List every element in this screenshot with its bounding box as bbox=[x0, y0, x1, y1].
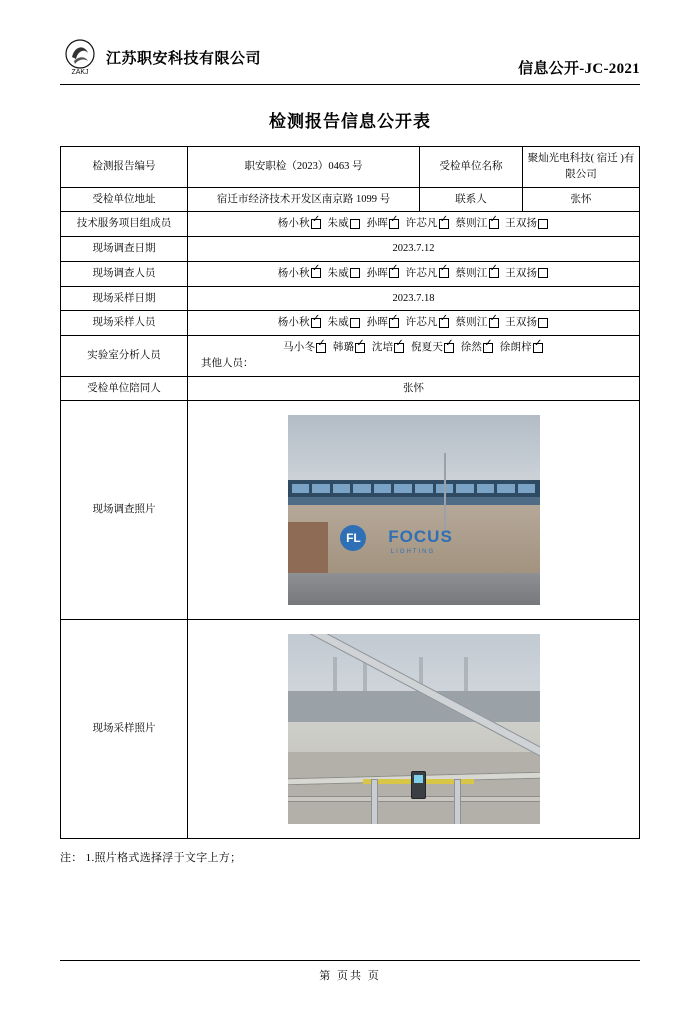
table-row bbox=[61, 336, 640, 377]
member-entry bbox=[505, 268, 549, 279]
member-checkbox[interactable] bbox=[444, 343, 454, 353]
member-checkbox[interactable] bbox=[350, 268, 360, 278]
svg-text:ZAKJ: ZAKJ bbox=[71, 69, 89, 76]
footnote: 注： 1.照片格式选择浮于文字上方； bbox=[60, 852, 242, 865]
page-number: 第 页共 页 bbox=[319, 970, 381, 982]
member-checkbox[interactable] bbox=[389, 219, 399, 229]
member-entry bbox=[328, 268, 361, 279]
sampling-people-label: 现场采样人员 bbox=[61, 311, 188, 336]
table-row bbox=[61, 212, 640, 237]
page-header bbox=[60, 28, 640, 86]
survey-photo-cell bbox=[188, 401, 640, 620]
survey-people-label: 现场调查人员 bbox=[61, 261, 188, 286]
document-page bbox=[0, 28, 700, 1017]
contact-label: 联系人 bbox=[420, 187, 523, 212]
table-row bbox=[61, 237, 640, 262]
member-checkbox[interactable] bbox=[538, 268, 548, 278]
table-row bbox=[61, 187, 640, 212]
contact-value: 张怀 bbox=[523, 187, 640, 212]
member-entry bbox=[278, 317, 322, 328]
member-name: 王双扬 bbox=[505, 218, 538, 230]
survey-photo-image bbox=[288, 415, 540, 605]
member-name: 徐朗梓 bbox=[499, 342, 532, 353]
member-entry bbox=[328, 218, 361, 229]
member-name: 沈培 bbox=[371, 342, 394, 353]
member-name: 朱威 bbox=[327, 218, 349, 230]
member-entry bbox=[461, 342, 494, 353]
member-name: 徐然 bbox=[460, 342, 483, 353]
member-checkbox[interactable] bbox=[439, 268, 449, 278]
member-entry bbox=[283, 342, 327, 353]
member-entry bbox=[455, 317, 499, 328]
report-no-label: 检测报告编号 bbox=[61, 147, 188, 188]
member-entry bbox=[367, 317, 400, 328]
member-name: 王双扬 bbox=[505, 267, 538, 279]
survey-date-label: 现场调查日期 bbox=[61, 237, 188, 262]
company-name: 江苏职安科技有限公司 bbox=[106, 50, 262, 67]
member-entry bbox=[367, 218, 400, 229]
member-checkbox[interactable] bbox=[394, 343, 404, 353]
company-logo bbox=[60, 37, 261, 77]
sampling-date-label: 现场采样日期 bbox=[61, 286, 188, 311]
sampling-photo-label: 现场采样照片 bbox=[61, 620, 188, 839]
member-name: 蔡则江 bbox=[455, 317, 488, 329]
member-checkbox[interactable] bbox=[316, 343, 326, 353]
member-checkbox[interactable] bbox=[439, 318, 449, 328]
member-checkbox[interactable] bbox=[350, 318, 360, 328]
member-name: 朱威 bbox=[327, 267, 349, 279]
sampling-photo-cell bbox=[188, 620, 640, 839]
table-row bbox=[61, 401, 640, 620]
team-label: 技术服务项目组成员 bbox=[61, 212, 188, 237]
lab-analysts-other: 其他人员： bbox=[201, 357, 254, 369]
member-name: 杨小秋 bbox=[277, 317, 310, 329]
table-row bbox=[61, 620, 640, 839]
member-name: 韩璐 bbox=[332, 342, 355, 353]
lab-analysts-list bbox=[191, 340, 636, 356]
member-entry bbox=[411, 342, 455, 353]
member-entry bbox=[278, 268, 322, 279]
member-checkbox[interactable] bbox=[311, 318, 321, 328]
client-name-value: 聚灿光电科技( 宿迁 )有限公司 bbox=[523, 147, 640, 188]
member-checkbox[interactable] bbox=[538, 318, 548, 328]
member-checkbox[interactable] bbox=[311, 268, 321, 278]
member-entry bbox=[455, 218, 499, 229]
team-members-list bbox=[188, 212, 640, 237]
member-checkbox[interactable] bbox=[533, 343, 543, 353]
member-name: 许芯凡 bbox=[405, 267, 438, 279]
member-checkbox[interactable] bbox=[538, 219, 548, 229]
survey-date-value: 2023.7.12 bbox=[188, 237, 640, 262]
member-checkbox[interactable] bbox=[483, 343, 493, 353]
member-entry bbox=[333, 342, 366, 353]
member-name: 倪夏天 bbox=[410, 342, 444, 353]
document-code: 信息公开-JC-2021 bbox=[518, 61, 640, 77]
member-name: 孙晖 bbox=[366, 218, 388, 230]
member-entry bbox=[278, 218, 322, 229]
member-name: 蔡则江 bbox=[455, 267, 488, 279]
table-row bbox=[61, 261, 640, 286]
member-entry bbox=[372, 342, 405, 353]
sampling-people-list bbox=[188, 311, 640, 336]
member-checkbox[interactable] bbox=[489, 318, 499, 328]
lab-analysts-label: 实验室分析人员 bbox=[61, 336, 188, 377]
table-row bbox=[61, 147, 640, 188]
survey-photo-label: 现场调查照片 bbox=[61, 401, 188, 620]
accompanier-label: 受检单位陪同人 bbox=[61, 376, 188, 401]
member-checkbox[interactable] bbox=[489, 219, 499, 229]
sampling-photo-image bbox=[288, 634, 540, 824]
member-entry bbox=[406, 268, 450, 279]
client-name-label: 受检单位名称 bbox=[420, 147, 523, 188]
logo-icon bbox=[60, 37, 100, 77]
table-row bbox=[61, 286, 640, 311]
member-entry bbox=[505, 317, 549, 328]
member-entry bbox=[406, 317, 450, 328]
member-name: 杨小秋 bbox=[277, 267, 310, 279]
focus-logo-badge: FL bbox=[340, 525, 366, 551]
member-checkbox[interactable] bbox=[389, 318, 399, 328]
member-checkbox[interactable] bbox=[355, 343, 365, 353]
focus-wordmark: FOCUS bbox=[388, 526, 453, 546]
footer-divider bbox=[60, 960, 640, 961]
member-checkbox[interactable] bbox=[350, 219, 360, 229]
member-checkbox[interactable] bbox=[311, 219, 321, 229]
member-name: 王双扬 bbox=[505, 317, 538, 329]
member-entry bbox=[328, 317, 361, 328]
client-addr-value: 宿迁市经济技术开发区南京路 1099 号 bbox=[188, 187, 420, 212]
member-checkbox[interactable] bbox=[389, 268, 399, 278]
member-entry bbox=[455, 268, 499, 279]
header-divider bbox=[60, 84, 640, 85]
member-name: 杨小秋 bbox=[277, 218, 310, 230]
page-title: 检测报告信息公开表 bbox=[269, 112, 431, 131]
table-row bbox=[61, 376, 640, 401]
member-checkbox[interactable] bbox=[439, 219, 449, 229]
focus-subtitle: LIGHTING bbox=[390, 549, 436, 556]
table-row bbox=[61, 311, 640, 336]
member-name: 朱威 bbox=[327, 317, 349, 329]
member-name: 蔡则江 bbox=[455, 218, 488, 230]
member-name: 许芯凡 bbox=[405, 218, 438, 230]
survey-people-list bbox=[188, 261, 640, 286]
member-checkbox[interactable] bbox=[489, 268, 499, 278]
sampling-date-value: 2023.7.18 bbox=[188, 286, 640, 311]
member-entry bbox=[406, 218, 450, 229]
member-entry bbox=[505, 218, 549, 229]
member-entry bbox=[367, 268, 400, 279]
member-name: 孙晖 bbox=[366, 317, 388, 329]
member-name: 孙晖 bbox=[366, 267, 388, 279]
report-no-value: 职安职检（2023）0463 号 bbox=[188, 147, 420, 188]
client-addr-label: 受检单位地址 bbox=[61, 187, 188, 212]
member-name: 许芯凡 bbox=[405, 317, 438, 329]
member-entry bbox=[500, 342, 544, 353]
info-table bbox=[60, 146, 640, 839]
member-name: 马小冬 bbox=[283, 342, 316, 353]
accompanier-value: 张怀 bbox=[188, 376, 640, 401]
